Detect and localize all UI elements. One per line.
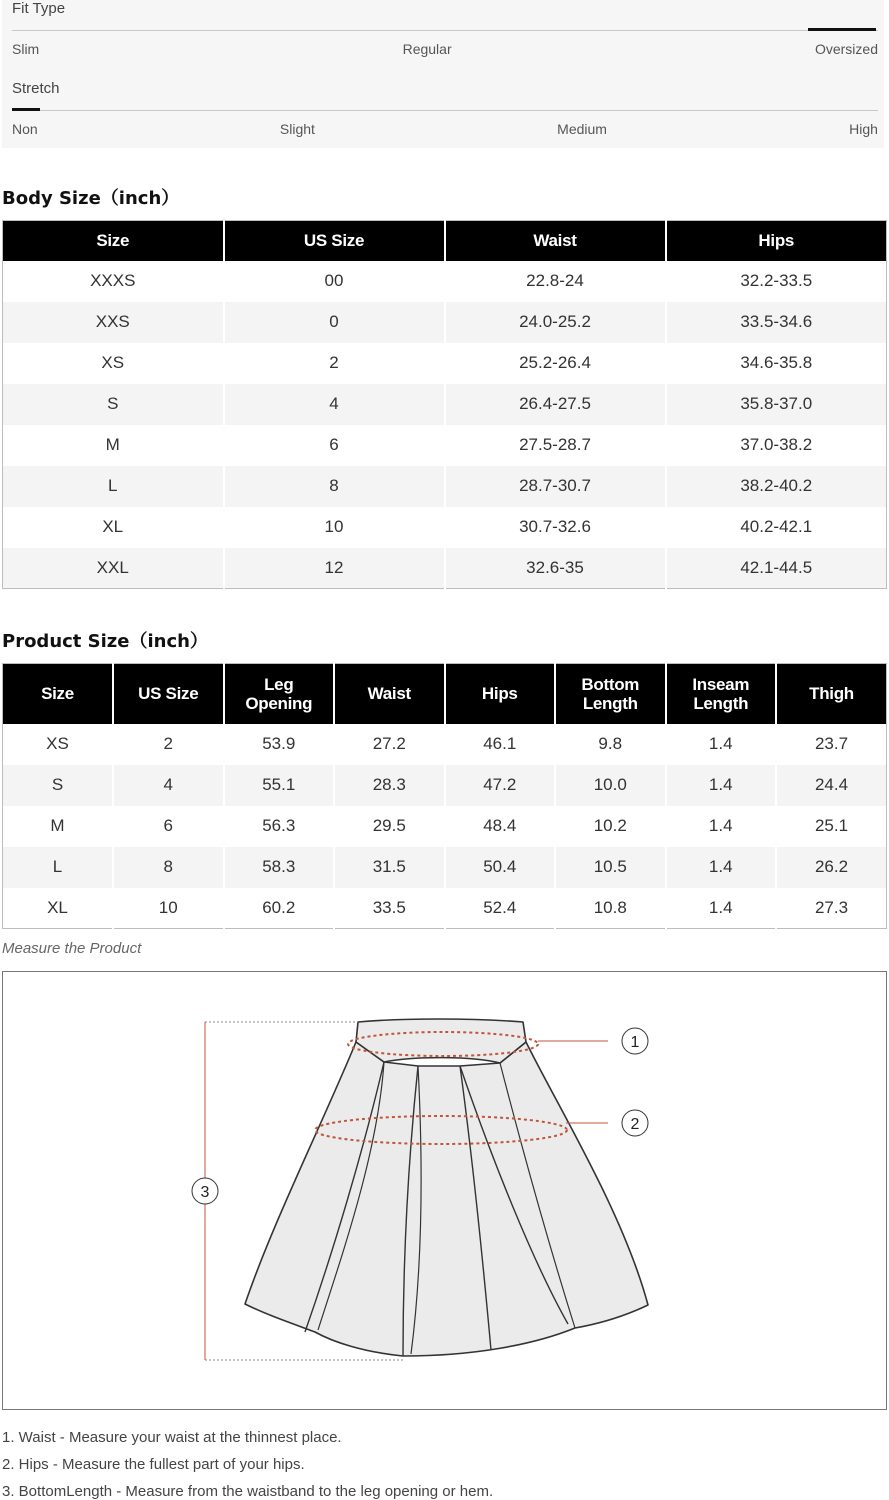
fit-type-title: Fit Type <box>12 0 66 17</box>
table-cell: 1.4 <box>666 765 777 806</box>
measure-caption: Measure the Product <box>2 940 142 957</box>
table-cell: 28.3 <box>334 765 445 806</box>
table-cell: 53.9 <box>224 724 335 765</box>
table-cell: 8 <box>113 847 224 888</box>
product-size-title: Product Size（inch） <box>2 631 208 652</box>
table-cell: XL <box>3 888 114 929</box>
table-cell: 9.8 <box>555 724 666 765</box>
fit-type-option: Regular <box>402 41 452 57</box>
waistband-illustration <box>356 1019 526 1063</box>
table-cell: 4 <box>113 765 224 806</box>
measure-notes <box>2 1424 493 1500</box>
table-row <box>3 507 887 548</box>
table-cell: 38.2-40.2 <box>666 466 887 507</box>
table-cell: 10.8 <box>555 888 666 929</box>
table-cell: 33.5 <box>334 888 445 929</box>
stretch-labels <box>12 121 878 137</box>
note-bottom-length: 3. BottomLength - Measure from the waistband to the leg opening or hem. <box>2 1483 494 1500</box>
table-cell: XXL <box>3 548 224 589</box>
table-cell: 1.4 <box>666 724 777 765</box>
column-header: Hips <box>666 221 887 261</box>
table-cell: 27.3 <box>814 897 849 917</box>
table-cell: XS <box>3 724 114 765</box>
fit-type-labels <box>12 41 878 57</box>
table-cell: 30.7-32.6 <box>445 507 666 548</box>
skirt-diagram <box>3 972 886 1409</box>
table-row <box>3 888 887 929</box>
column-header: US Size <box>224 221 445 261</box>
stretch-option: High <box>849 121 878 137</box>
table-cell: 10.5 <box>555 847 666 888</box>
table-cell: 31.5 <box>334 847 445 888</box>
stretch-option: Non <box>12 121 38 137</box>
column-header: Hips <box>445 664 556 724</box>
table-cell: 60.2 <box>224 888 335 929</box>
table-cell: 4 <box>224 384 445 425</box>
column-header: Waist <box>445 221 666 261</box>
table-cell: 8 <box>224 466 445 507</box>
table-cell: 42.1-44.5 <box>666 548 887 589</box>
table-cell: 1.4 <box>666 806 777 847</box>
table-cell: 22.8-24 <box>445 261 666 302</box>
column-header: Inseam Length <box>666 664 777 724</box>
column-header: Size <box>3 664 114 724</box>
table-cell: 12 <box>224 548 445 589</box>
column-header: US Size <box>113 664 224 724</box>
marker-1-label: 1 <box>630 1034 640 1051</box>
table-cell: 10 <box>224 507 445 548</box>
product-size-table <box>2 663 887 929</box>
stretch-title: Stretch <box>12 80 60 97</box>
table-cell: 35.8-37.0 <box>666 384 887 425</box>
table-cell: 34.6-35.8 <box>740 353 813 372</box>
table-cell: 28.7-30.7 <box>445 466 666 507</box>
table-row <box>3 548 887 589</box>
table-row <box>3 425 887 466</box>
table-cell: 10 <box>113 888 224 929</box>
table-cell: XS <box>3 343 224 384</box>
table-row <box>3 466 887 507</box>
table-cell: M <box>3 425 224 466</box>
table-row <box>3 343 887 384</box>
note-waist: 1. Waist - Measure your waist at the thinnest place. <box>2 1429 342 1446</box>
fit-type-track <box>12 30 878 31</box>
table-cell: 6 <box>224 425 445 466</box>
fit-type-option: Oversized <box>814 41 878 57</box>
table-row <box>3 261 887 302</box>
fit-type-indicator <box>808 28 876 31</box>
column-header: Leg Opening <box>224 664 335 724</box>
stretch-indicator <box>12 108 40 111</box>
table-row <box>3 847 887 888</box>
table-cell: 1.4 <box>666 847 777 888</box>
table-cell: 6 <box>113 806 224 847</box>
table-cell: 10.0 <box>555 765 666 806</box>
note-hips: 2. Hips - Measure the fullest part of your hips. <box>2 1456 305 1473</box>
table-cell: 40.2-42.1 <box>740 517 813 536</box>
table-cell: 48.4 <box>445 806 556 847</box>
table-cell: 47.2 <box>445 765 556 806</box>
table-cell: M <box>3 806 114 847</box>
table-cell: 32.6-35 <box>445 548 666 589</box>
fit-type-option: Slim <box>12 41 40 57</box>
table-header-row <box>3 221 887 261</box>
body-size-table <box>2 220 887 589</box>
table-cell: 23.7 <box>814 734 849 753</box>
table-cell: 00 <box>224 261 445 302</box>
table-cell: 56.3 <box>224 806 335 847</box>
table-cell: 25.1 <box>814 816 849 835</box>
table-cell: XXS <box>3 302 224 343</box>
table-header-row <box>3 664 887 724</box>
table-row <box>3 302 887 343</box>
table-cell: 0 <box>224 302 445 343</box>
table-row <box>3 724 887 765</box>
table-cell: 10.2 <box>555 806 666 847</box>
table-cell: 50.4 <box>445 847 556 888</box>
stretch-option: Medium <box>557 121 607 137</box>
table-cell: 2 <box>113 724 224 765</box>
table-cell: S <box>3 765 114 806</box>
table-cell: L <box>3 466 224 507</box>
table-cell: 46.1 <box>445 724 556 765</box>
table-cell: 58.3 <box>224 847 335 888</box>
table-row <box>3 765 887 806</box>
stretch-option: Slight <box>279 121 315 137</box>
table-cell: 1.4 <box>666 888 777 929</box>
marker-2-label: 2 <box>630 1116 640 1133</box>
table-cell: S <box>3 384 224 425</box>
fit-panel <box>2 0 884 148</box>
table-cell: XXXS <box>3 261 224 302</box>
table-cell: 29.5 <box>334 806 445 847</box>
table-cell: XL <box>3 507 224 548</box>
table-cell: 32.2-33.5 <box>740 271 813 290</box>
table-cell: 26.2 <box>776 847 887 888</box>
table-cell: 55.1 <box>224 765 335 806</box>
table-cell: 26.4-27.5 <box>445 384 666 425</box>
column-header: Thigh <box>776 664 887 724</box>
body-size-title: Body Size（inch） <box>2 188 180 209</box>
table-cell: 25.2-26.4 <box>445 343 666 384</box>
measure-diagram <box>2 971 887 1410</box>
table-cell: 52.4 <box>445 888 556 929</box>
table-cell: 24.0-25.2 <box>445 302 666 343</box>
table-cell: 37.0-38.2 <box>740 435 813 454</box>
table-row <box>3 384 887 425</box>
skirt-illustration <box>245 1042 648 1356</box>
table-cell: 24.4 <box>776 765 887 806</box>
column-header: Bottom Length <box>555 664 666 724</box>
column-header: Size <box>3 221 224 261</box>
marker-3-label: 3 <box>200 1184 210 1201</box>
table-cell: 2 <box>224 343 445 384</box>
table-cell: 27.2 <box>334 724 445 765</box>
table-cell: 33.5-34.6 <box>666 302 887 343</box>
column-header: Waist <box>334 664 445 724</box>
stretch-track <box>12 110 878 111</box>
table-cell: 27.5-28.7 <box>445 425 666 466</box>
table-cell: L <box>3 847 114 888</box>
table-row <box>3 806 887 847</box>
